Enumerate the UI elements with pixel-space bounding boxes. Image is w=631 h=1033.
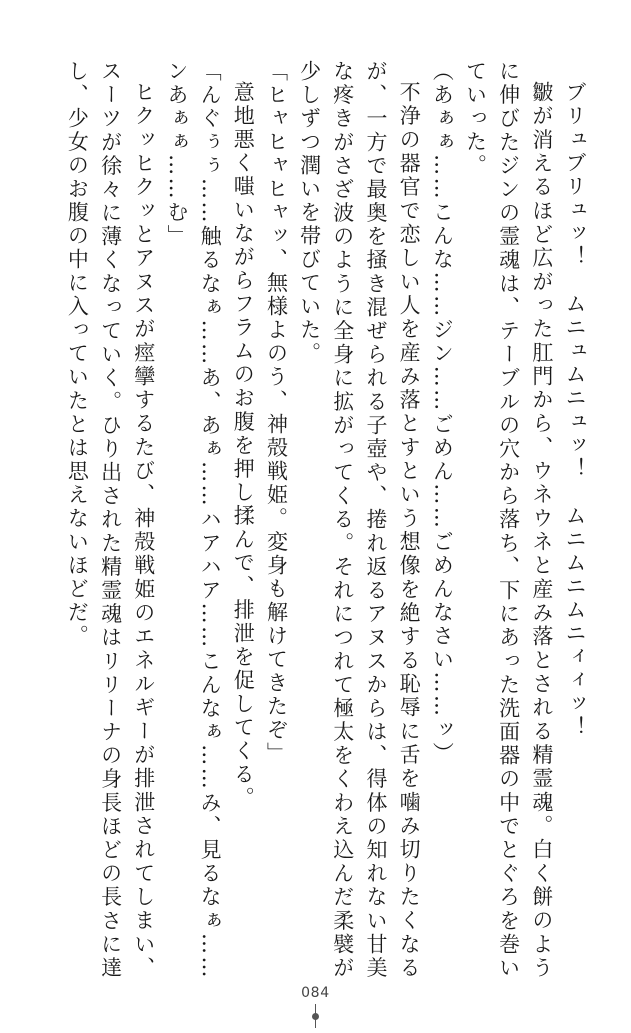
body-text bbox=[31, 60, 591, 980]
paragraph-8: ヒクッヒクッとアヌスが痙攣するたび、神殻戦姫のエネルギーが排泄されてしまい、スーツが徐々に薄くなっていく。ひり出された精霊魂はリリーナの身長ほどの長さに達し、少女のお腹の中に入っていたとは思えないほどだ。 bbox=[65, 60, 156, 980]
page-marker-dot bbox=[312, 1013, 319, 1020]
page-number: 084 bbox=[301, 985, 330, 1001]
paragraph-7: 「んぐぅぅ……触るなぁ……あ、あぁ……ハアハア……こんなぁ……み、見るなぁ……ンあぁぁ……む」 bbox=[164, 60, 223, 980]
paragraph-5: 「ヒャヒャヒャッ、無様よのう、神殻戦姫。変身も解けてきたぞ」 bbox=[264, 60, 289, 766]
paragraph-2: 皺が消えるほど広がった肛門から、ウネウネと産み落とされる精霊魂。白く餅のように伸びたジンの霊魂は、テーブルの穴から落ち、下にあった洗面器の中でとぐろを巻いていった。 bbox=[463, 60, 554, 980]
paragraph-6: 意地悪く嗤いながらフラムのお腹を押し揉んで、排泄を促してくる。 bbox=[231, 81, 256, 811]
paragraph-1: ブリュブリュッ！ ムニュムニュッ！ ムニムニムニィィッ！ bbox=[563, 81, 587, 740]
paragraph-4: 不浄の器官で恋しい人を産み落とすという想像を絶する恥辱に舌を噛み切りたくなるが、一方で最奥を掻き混ぜられる子壺や、捲れ返るアヌスからは、得体の知れない甘美な疼きがさざ波のように全身に拡がってくる。それにつれて極太をくわえ込んだ柔襞が少しずつ潤いを帯びていた。 bbox=[297, 60, 422, 980]
paragraph-3: （あぁぁ……こんな……ジン……ごめん……ごめんなさい……ッ） bbox=[430, 60, 455, 766]
